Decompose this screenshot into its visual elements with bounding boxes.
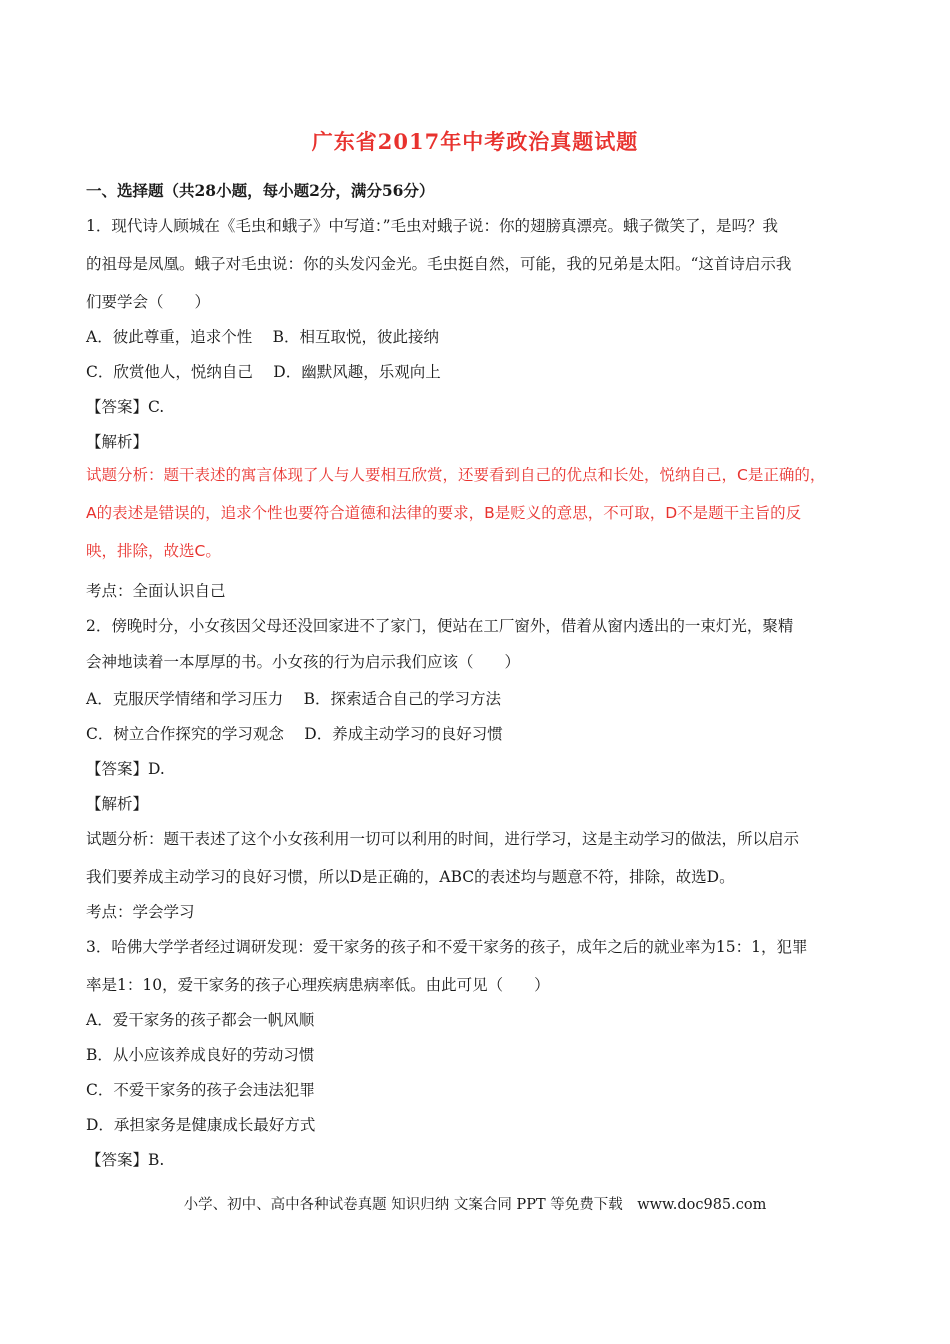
page-footer: 小学、初中、高中各种试卷真题 知识归纳 文案合同 PPT 等免费下载 www.doc985.com [183, 1197, 767, 1213]
q3-option-d: D．承担家务是健康成长最好方式 [86, 1116, 316, 1134]
q2-option-line-1: A．克服厌学情绪和学习压力 B．探索适合自己的学习方法 [86, 690, 502, 708]
q2-stem-line-1: 2．傍晚时分，小女孩因父母还没回家进不了家门，便站在工厂窗外，借着从窗内透出的一束灯光，聚精 [86, 617, 794, 635]
q1-stem-line-1: 1．现代诗人顾城在《毛虫和蛾子》中写道：”毛虫对蛾子说：你的翅膀真漂亮。蛾子微笑了，是吗？我 [86, 217, 779, 235]
q2-analysis-line-1: 试题分析：题干表述了这个小女孩利用一切可以利用的时间，进行学习，这是主动学习的做法，所以启示 [86, 830, 800, 848]
q3-option-a: A．爱干家务的孩子都会一帆风顺 [86, 1011, 315, 1029]
q3-stem-line-2: 率是1：10，爱干家务的孩子心理疾病患病率低。由此可见（ ） [86, 976, 550, 994]
q1-answer: 【答案】C. [86, 398, 165, 416]
q1-analysis-line-3: 映，排除，故选C。 [86, 542, 221, 560]
q2-analysis-label: 【解析】 [86, 795, 149, 813]
q1-stem-line-2: 的祖母是凤凰。蛾子对毛虫说：你的头发闪金光。毛虫挺自然，可能，我的兄弟是太阳。“这首诗启示我 [86, 255, 792, 273]
q1-option-line-2: C．欣赏他人，悦纳自己 D．幽默风趣，乐观向上 [86, 363, 441, 381]
q3-option-b: B．从小应该养成良好的劳动习惯 [86, 1046, 315, 1064]
q1-stem-line-3: 们要学会（ ） [86, 293, 211, 311]
q2-option-line-2: C．树立合作探究的学习观念 D．养成主动学习的良好习惯 [86, 725, 503, 743]
q2-kaodian: 考点：学会学习 [86, 903, 195, 921]
q1-analysis-label: 【解析】 [86, 433, 149, 451]
q3-option-c: C．不爱干家务的孩子会违法犯罪 [86, 1081, 315, 1099]
q3-stem-line-1: 3．哈佛大学学者经过调研发现：爱干家务的孩子和不爱干家务的孩子，成年之后的就业率为15：1，犯罪 [86, 938, 808, 956]
section-heading: 一、选择题（共28小题，每小题2分，满分56分） [86, 181, 435, 200]
q1-analysis-line-2: A的表述是错误的，追求个性也要符合道德和法律的要求，B是贬义的意思，不可取，D不是题干主旨的反 [86, 504, 802, 522]
document-title: 广东省2017年中考政治真题试题 [311, 129, 639, 154]
q1-kaodian: 考点：全面认识自己 [86, 582, 226, 600]
q2-answer: 【答案】D. [86, 760, 165, 778]
q3-answer: 【答案】B. [86, 1151, 165, 1169]
q2-analysis-line-2: 我们要养成主动学习的良好习惯，所以D是正确的，ABC的表述均与题意不符，排除，故选D。 [86, 868, 735, 886]
q1-analysis-line-1: 试题分析：题干表述的寓言体现了人与人要相互欣赏，还要看到自己的优点和长处，悦纳自己，C是正确的， [86, 466, 826, 484]
q2-stem-line-2: 会神地读着一本厚厚的书。小女孩的行为启示我们应该（ ） [86, 653, 521, 671]
q1-option-line-1: A．彼此尊重，追求个性 B．相互取悦，彼此接纳 [86, 328, 440, 346]
